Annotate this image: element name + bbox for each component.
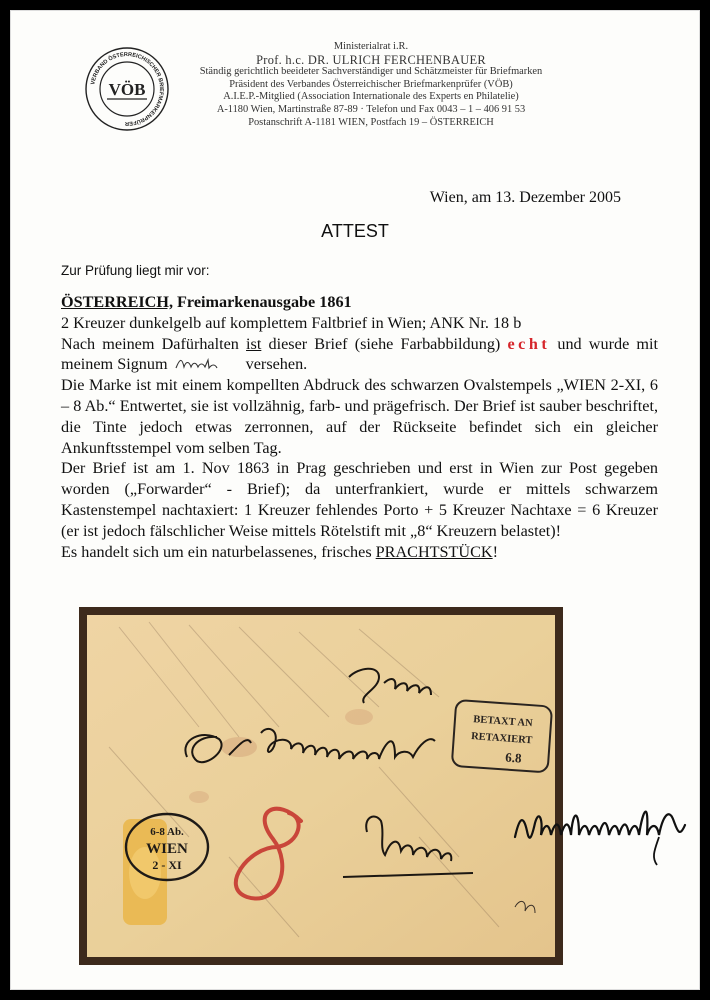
cover-photo <box>79 607 563 965</box>
voeb-seal <box>85 47 169 131</box>
attest-body <box>61 292 658 562</box>
intro-text: Zur Prüfung liegt mir vor: <box>61 263 210 278</box>
letterhead-title: Ministerialrat i.R. <box>333 41 409 52</box>
document-date: Wien, am 13. Dezember 2005 <box>429 189 621 206</box>
letterhead-address: A-1180 Wien, Martinstraße 87-89 · Telefon und Fax 0043 – 1 – 406 91 53 <box>216 103 526 115</box>
signum-signature <box>172 356 242 372</box>
svg-text:WIEN: WIEN <box>146 841 188 857</box>
opinion-paragraph: Nach meinem Dafürhalten ist dieser Brief (siehe Farbabbildung) echt und wurde mit meinem Signum versehen. <box>61 334 658 374</box>
history-paragraph: Der Brief ist am 1. Nov 1863 in Prag geschrieben und erst in Wien zur Post gegeben worden („Forwarder“ - Brief); da unterfrankiert, wurde er mittels schwarzem Kastenstempel nachtaxiert: 1 Kreuzer fehlendes Porto + 5 Kreuzer Nachtaxe = 6 Kreuzer (er ist jedoch fälschlicher Weise mittels Rötelstift mit „8“ Kreuzern belastet)! <box>61 459 658 540</box>
letterhead-line: A.I.E.P.-Mitglied (Association Internationale des Experts en Philatelie) <box>223 91 519 103</box>
attest-sheet <box>10 10 700 990</box>
document-title: ATTEST <box>321 221 389 241</box>
letterhead-line: Ständig gerichtlich beeideter Sachverständiger und Schätzmeister für Briefmarken <box>199 66 543 78</box>
echt-verdict: echt <box>507 334 551 353</box>
svg-text:6.8: 6.8 <box>504 749 523 766</box>
svg-text:VÖB: VÖB <box>108 80 146 99</box>
letterhead-name: Prof. h.c. DR. ULRICH FERCHENBAUER <box>256 52 486 67</box>
country-name: ÖSTERREICH, <box>61 293 173 311</box>
issue-name: Freimarkenausgabe 1861 <box>173 293 352 311</box>
issue-heading <box>61 292 658 313</box>
svg-text:6-8 Ab.: 6-8 Ab. <box>150 826 184 838</box>
svg-text:2 - XI: 2 - XI <box>152 858 182 872</box>
svg-text:VERBAND ÖSTERREICHISCHER BRIEF: VERBAND ÖSTERREICHISCHER BRIEFMARKENPRÜFER <box>90 51 165 127</box>
conclusion-paragraph: Es handelt sich um ein naturbelassenes, frisches PRACHTSTÜCK! <box>61 542 498 561</box>
item-description: 2 Kreuzer dunkelgelb auf komplettem Faltbrief in Wien; ANK Nr. 18 b <box>61 313 522 332</box>
letterhead-line: Präsident des Verbandes Österreichischer Briefmarkenprüfer (VÖB) <box>229 78 513 90</box>
svg-text:BETAXT AN: BETAXT AN <box>472 714 533 730</box>
letterhead-postal: Postanschrift A-1181 WIEN, Postfach 19 – ÖSTERREICH <box>248 116 494 128</box>
svg-text:RETAXIERT: RETAXIERT <box>470 731 533 747</box>
letterhead <box>171 41 571 129</box>
expert-signature <box>509 779 695 873</box>
description-paragraph: Die Marke ist mit einem kompellten Abdruck des schwarzen Ovalstempels „WIEN 2-XI, 6 – 8 Ab.“ Entwertet, sie ist vollzähnig, farb- und prägefrisch. Der Brief ist sauber beschriftet, die Tinte jedoch etwas zerronnen, auf der Rückseite befindet sich ein gleicher Ankunftsstempel vom selben Tag. <box>61 376 658 457</box>
